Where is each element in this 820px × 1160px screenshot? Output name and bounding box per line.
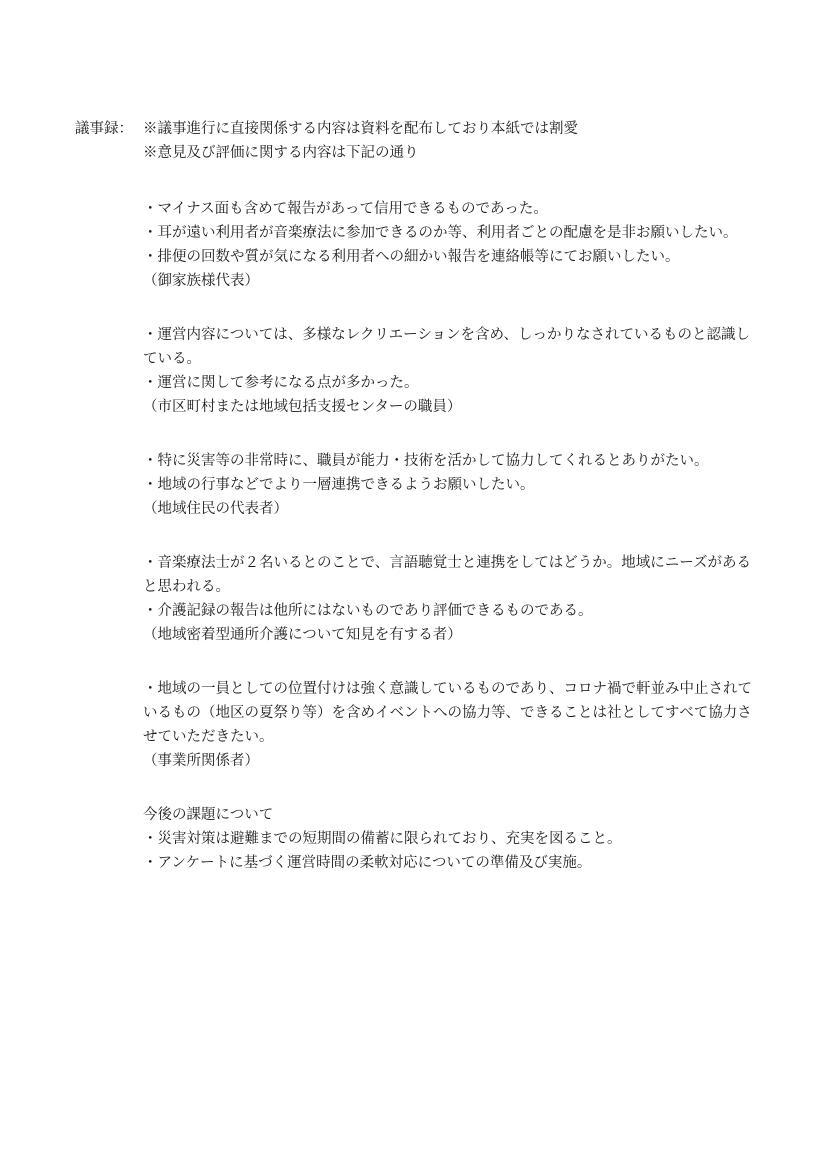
- future-issue-item: ・アンケートに基づく運営時間の柔軟対応についての準備及び実施。: [143, 855, 592, 871]
- future-issues-title: 今後の課題について: [143, 807, 274, 823]
- note-line: ※議事進行に直接関係する内容は資料を配布しており本紙では割愛: [143, 121, 578, 137]
- opinion-line: ・マイナス面も含めて報告があって信用できるものであった。: [143, 201, 548, 217]
- spacer: [143, 773, 763, 803]
- opinion-section: [143, 677, 763, 773]
- future-issue-item: ・災害対策は避難までの短期間の備蓄に限られており、充実を図ること。: [143, 831, 622, 847]
- future-issues-section: [143, 803, 763, 875]
- attribution: （市区町村または地域包括支援センターの職員）: [143, 399, 462, 415]
- opinion-section: [143, 551, 763, 647]
- opinion-line: ・特に災害等の非常時に、職員が能力・技術を活かして協力してくれるとありがたい。: [143, 453, 709, 469]
- opinion-section: [143, 197, 763, 293]
- spacer: [143, 521, 763, 551]
- spacer: [143, 165, 763, 197]
- attribution: （地域密着型通所介護について知見を有する者）: [143, 627, 462, 643]
- spacer: [143, 293, 763, 323]
- opinion-line: せていただきたい。: [143, 729, 274, 745]
- attribution: （事業所関係者）: [143, 753, 259, 769]
- opinion-line: ・耳が遠い利用者が音楽療法に参加できるのか等、利用者ごとの配慮を是非お願いしたい。: [143, 225, 738, 241]
- minutes-heading: 議事録：: [75, 121, 133, 137]
- minutes-content: [143, 117, 763, 875]
- spacer: [143, 647, 763, 677]
- opinion-line: ている。: [143, 351, 201, 367]
- opinion-line: ・地域の一員としての位置付けは強く意識しているものであり、コロナ禍で軒並み中止されて: [143, 681, 752, 697]
- spacer: [143, 419, 763, 449]
- opinion-line: ・運営に関して参考になる点が多かった。: [143, 375, 419, 391]
- opinion-line: ・地域の行事などでより一層連携できるようお願いしたい。: [143, 477, 535, 493]
- opinion-section: [143, 449, 763, 521]
- opinion-line: ・運営内容については、多様なレクリエーションを含め、しっかりなされているものと認識し: [143, 327, 750, 343]
- opinion-line: と思われる。: [143, 579, 230, 595]
- attribution: （地域住民の代表者）: [143, 501, 288, 517]
- opinion-line: ・排便の回数や質が気になる利用者への細かい報告を連絡帳等にてお願いしたい。: [143, 249, 680, 265]
- opinion-section: [143, 323, 763, 419]
- opinion-line: いるもの（地区の夏祭り等）を含めイベントへの協力等、できることは社としてすべて協力さ: [143, 705, 752, 721]
- opinion-line: ・介護記録の報告は他所にはないものであり評価できるものである。: [143, 603, 593, 619]
- opinion-line: ・音楽療法士が２名いるとのことで、言語聴覚士と連携をしてはどうか。地域にニーズがある: [143, 555, 751, 571]
- attribution: （御家族様代表）: [143, 273, 259, 289]
- note-line: ※意見及び評価に関する内容は下記の通り: [143, 145, 419, 161]
